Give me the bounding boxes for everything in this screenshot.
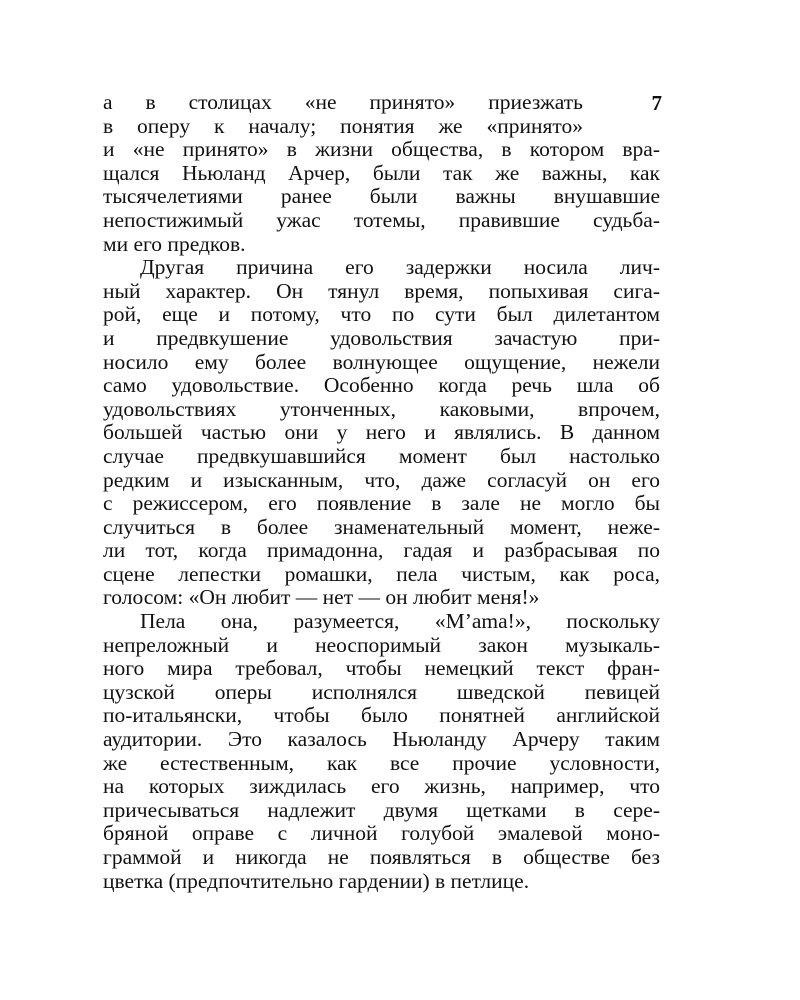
text-line: редким и изысканным, что, даже согласуй он его [103, 467, 660, 492]
text-line: же естественным, как все прочие условности, [103, 750, 660, 775]
text-line: а в столицах «не принято» приезжать [103, 90, 583, 114]
text-line: случае предвкушавшийся момент был настолько [103, 443, 660, 468]
text-line: цветка (предпочтительно гардении) в петлице. [103, 868, 530, 893]
text-line: носило ему более волнующее ощущение, нежели [103, 349, 660, 374]
text-line: по-итальянски, чтобы было понятней английской [103, 703, 660, 728]
text-line: ный характер. Он тянул время, попыхивая сига- [103, 278, 660, 303]
text-line: ли тот, когда примадонна, гадая и разбрасывая по [103, 538, 660, 563]
text-line: ми его предков. [103, 231, 246, 256]
text-line: цузской оперы исполнялся шведской певицей [103, 679, 660, 704]
text-line: бряной оправе с личной голубой эмалевой моно- [103, 821, 660, 846]
text-line: аудитории. Это казалось Ньюланду Арчеру таким [103, 727, 660, 752]
text-line: непостижимый ужас тотемы, правившие судьба- [103, 207, 660, 232]
page-number: 7 [651, 91, 662, 115]
text-line: ного мира требовал, чтобы немецкий текст фран- [103, 656, 660, 681]
text-line: большей частью они у него и являлись. В данном [103, 420, 660, 445]
text-line: в оперу к началу; понятия же «принято» [103, 113, 583, 138]
text-line: Пела она, разумеется, «M’ama!», поскольку [140, 609, 660, 634]
text-line: рой, еще и потому, что по сути был дилетантом [103, 302, 660, 327]
text-line: само удовольствие. Особенно когда речь шла об [103, 373, 660, 398]
text-line: и «не принято» в жизни общества, в котором вра- [103, 137, 660, 162]
text-line: и предвкушение удовольствия зачастую при- [103, 325, 660, 350]
text-line: с режиссером, его появление в зале не могло бы [103, 491, 660, 516]
text-line: Другая причина его задержки носила лич- [140, 255, 660, 280]
text-line: на которых зиждилась его жизнь, например, что [103, 774, 660, 799]
text-line: удовольствиях утонченных, каковыми, впрочем, [103, 396, 660, 421]
text-line: сцене лепестки ромашки, пела чистым, как роса, [103, 561, 660, 586]
body-text [103, 91, 660, 893]
text-line: голосом: «Он любит — нет — он любит меня!» [103, 585, 540, 610]
text-line: случиться в более знаменательный момент, неже- [103, 514, 660, 539]
text-line: непреложный и неоспоримый закон музыкаль- [103, 632, 660, 657]
text-line: причесываться надлежит двумя щетками в сере- [103, 797, 660, 822]
text-line: тысячелетиями ранее были важны внушавшие [103, 184, 660, 209]
text-line: щался Ньюланд Арчер, были так же важны, как [103, 160, 660, 185]
text-line: граммой и никогда не появляться в обществе без [103, 845, 660, 869]
